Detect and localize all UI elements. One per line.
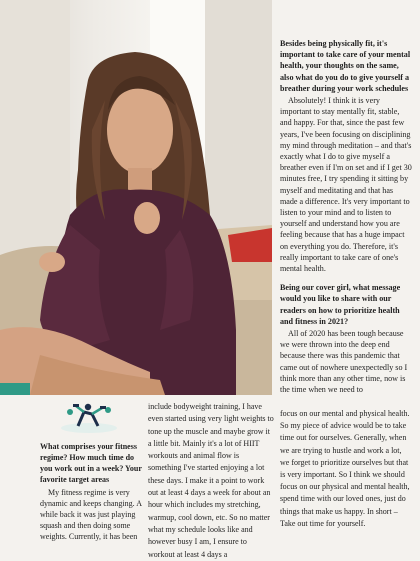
woman-photo-illustration [0, 0, 272, 395]
answer-cover-girl-message: All of 2020 has been tough because we were thrown into the deep end because there was this pandemic that came out of nowhere unexpectedly so I think more than any other time, now is the time when we need to [280, 329, 408, 395]
question-fitness-regime: What comprises your fitness regime? How much time do you work out in a week? Your favorite target areas [40, 442, 142, 484]
question-cover-girl-message: Being our cover girl, what message would you like to share with our readers on how to prioritize health and fitness in 2021? [280, 283, 401, 326]
answer-cover-girl-message-continued: focus on our mental and physical health. So my piece of advice would be to take time out for ourselves. Generally, when we are trying to hustle and work a lot, we forget to prioritize ourselves but that is very important. So I think we should focus on our physical and mental health, spend time with our loved ones, just do things that make us happy. In short – Take out time for yourself. [280, 409, 410, 528]
left-bottom-column [40, 441, 145, 550]
cover-photo [0, 0, 272, 395]
answer-fitness-regime-continued: include bodyweight training, I have even started using very light weights to tone up the muscle and maybe grow it a little bit. Mainly it's a lot of HIIT workouts and animal flow is something I've started enjoying a lot these days. I make it a point to work out at least 4 days a week for about an hour which includes my stretching, warmup, cool down, etc. So no matter what my schedule looks like and however busy I am, I ensure to workout at least 4 days a [148, 402, 274, 559]
middle-column [148, 401, 274, 561]
right-column [280, 38, 412, 403]
answer-mental-health: Absolutely! I think it is very important to stay mentally fit, stable, and happy. For that, since the past few years, I've been focusing on disciplining my mind through meditation – and that's exactly what I do to give myself a breather even if I'm on set and if I get 30 minutes free, I try spending it sitting by myself and meditating and that has made a difference. It's very important to listen to your mind and to listen to yourself and understand how you are feeling because that has a huge impact on everything you do. Therefore, it's really important to take care of one's mental health. [280, 96, 412, 274]
answer-fitness-regime: My fitness regime is very dynamic and keeps changing. A while back it was just playing squash and then doing some weights. Currently, it has been [40, 488, 142, 541]
workout-illustration-icon [58, 398, 120, 434]
question-mental-health: Besides being physically fit, it's important to take care of your mental health, your thoughts on the same, also what do you do to give yourself a breather during your work schedules [280, 39, 411, 93]
right-column-continued [280, 408, 412, 530]
